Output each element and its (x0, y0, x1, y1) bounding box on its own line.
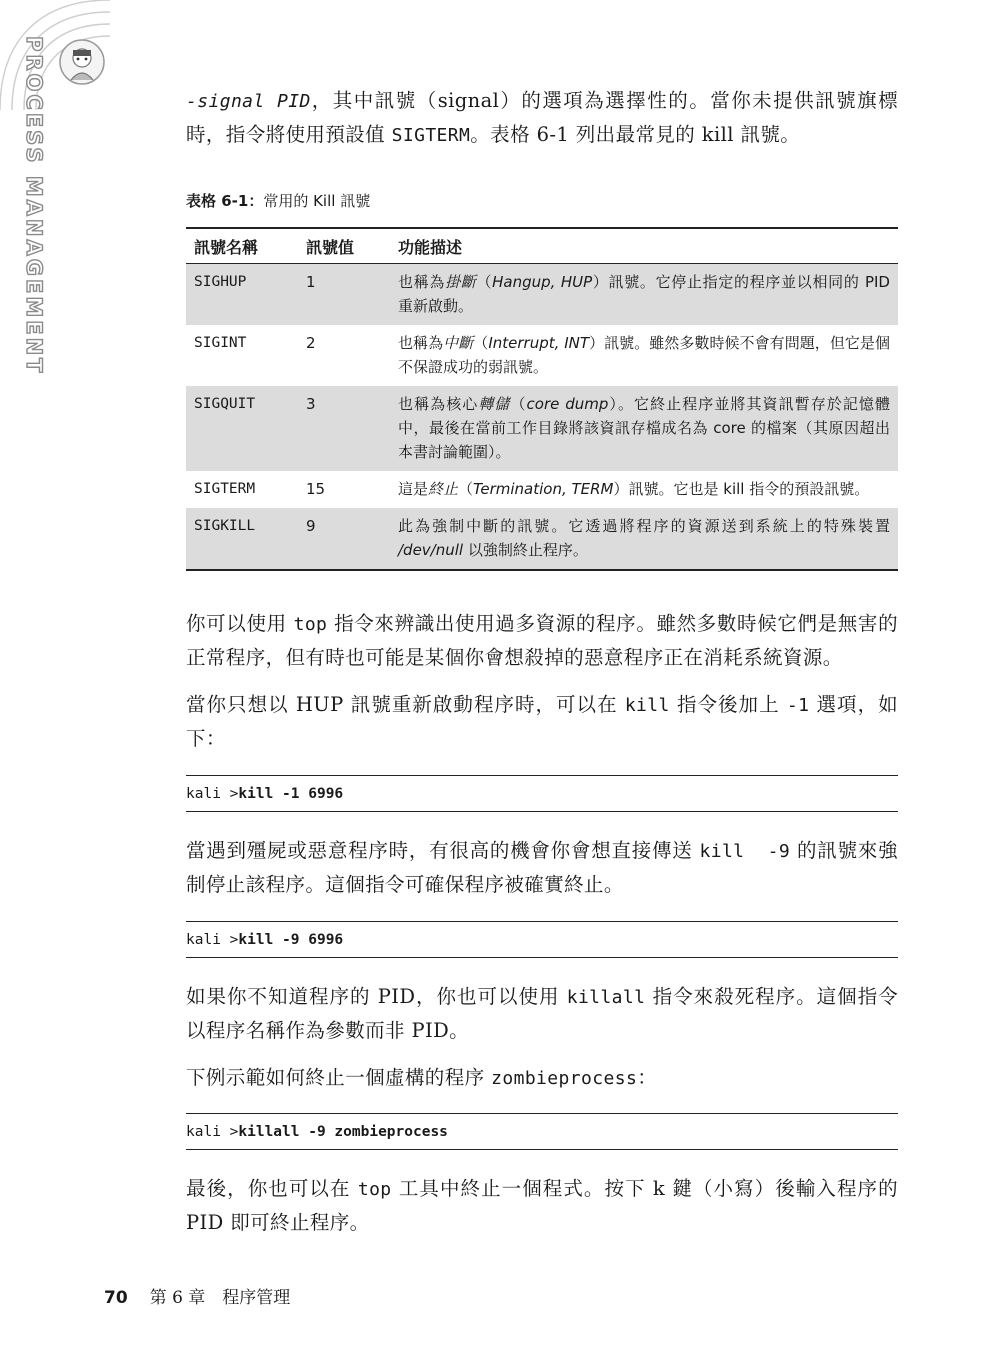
header-description: 功能描述 (390, 228, 898, 264)
code-block (186, 921, 898, 958)
code-command: killall -9 zombieprocess (238, 1124, 448, 1140)
code-block (186, 1113, 898, 1150)
signal-value: 15 (306, 480, 326, 498)
table-row (186, 325, 898, 386)
table-row (186, 386, 898, 471)
killall-paragraph: 如果你不知道程序的 PID，你也可以使用 killall 指令來殺死程序。這個指令以程序名稱作為參數而非 PID。 (186, 985, 898, 1042)
intro-signal-pid: -signal PID (186, 91, 311, 112)
hup-paragraph: 當你只想以 HUP 訊號重新啟動程序時，可以在 kill 指令後加上 -1 選項，如下： (186, 693, 898, 750)
signal-description: 這是終止（Termination, TERM）訊號。它也是 kill 指令的預設訊號。 (398, 480, 870, 498)
intro-sigterm-code: SIGTERM (391, 125, 471, 146)
chapter-title: 第 6 章 程序管理 (149, 1288, 291, 1308)
code-prompt: kali > (186, 932, 239, 948)
signal-value: 1 (298, 264, 390, 326)
code-command: kill -1 6996 (238, 786, 344, 802)
table-row (186, 264, 898, 326)
example-paragraph: 下例示範如何終止一個虛構的程序 zombieprocess： (186, 1066, 658, 1089)
last-paragraph: 最後，你也可以在 top 工具中終止一個程式。按下 k 鍵（小寫）後輸入程序的 PID 即可終止程序。 (186, 1177, 898, 1234)
signal-description: 也稱為核心轉儲（core dump）。它終止程序並將其資訊暫存於記憶體中，最後在當前工作目錄將該資訊存檔成名為 core 的檔案（其原因超出本書討論範圍）。 (390, 386, 898, 471)
inline-code-zombieprocess: zombieprocess (491, 1068, 638, 1089)
signal-name: SIGTERM (194, 481, 256, 497)
signal-name: SIGKILL (186, 508, 298, 570)
kill-signals-table (186, 227, 898, 571)
table-row (186, 508, 898, 570)
inline-code-option: -1 (786, 695, 810, 716)
signal-name: SIGQUIT (186, 386, 298, 471)
code-prompt: kali > (186, 786, 239, 802)
inline-code-kill-9: kill -9 (699, 841, 791, 862)
mascot-icon (58, 38, 106, 86)
signal-value: 2 (306, 334, 316, 352)
signal-description: 也稱為中斷（Interrupt, INT）訊號。雖然多數時候不會有問題，但它是個不保證成功的弱訊號。 (398, 334, 890, 376)
header-signal-name: 訊號名稱 (186, 228, 298, 264)
signal-name: SIGHUP (186, 264, 298, 326)
signal-value: 3 (298, 386, 390, 471)
zombie-paragraph: 當遇到殭屍或惡意程序時，有很高的機會你會想直接傳送 kill -9 的訊號來強制停止該程序。這個指令可確保程序被確實終止。 (186, 839, 898, 896)
top-paragraph: 你可以使用 top 指令來辨識出使用過多資源的程序。雖然多數時候它們是無害的正常程序，但有時也可能是某個你會想殺掉的惡意程序正在消耗系統資源。 (186, 612, 898, 669)
code-block (186, 775, 898, 812)
table-header-row (186, 228, 898, 264)
page-footer (104, 1283, 290, 1308)
inline-code-kill: kill (624, 695, 670, 716)
page-content (186, 84, 898, 1239)
side-running-header: PROCESS MANAGEMENT (22, 36, 46, 376)
table-row (186, 471, 898, 508)
code-command: kill -9 6996 (238, 932, 344, 948)
intro-paragraph: -signal PID，其中訊號（signal）的選項為選擇性的。當你未提供訊號旗標時，指令將使用預設值 SIGTERM。表格 6-1 列出最常見的 kill 訊號。 (186, 89, 898, 146)
page-number: 70 (104, 1288, 128, 1308)
signal-description: 也稱為掛斷（Hangup, HUP）訊號。它停止指定的程序並以相同的 PID 重新啟動。 (390, 264, 898, 326)
code-prompt: kali > (186, 1124, 239, 1140)
table-caption: 表格 6-1：常用的 Kill 訊號 (186, 192, 371, 210)
inline-code-top-tool: top (357, 1179, 392, 1200)
signal-name: SIGINT (194, 335, 247, 351)
signal-value: 9 (298, 508, 390, 570)
signal-description: 此為強制中斷的訊號。它透過將程序的資源送到系統上的特殊裝置 /dev/null 以強制終止程序。 (390, 508, 898, 570)
inline-code-top: top (293, 614, 328, 635)
header-signal-value: 訊號值 (298, 228, 390, 264)
inline-code-killall: killall (566, 987, 646, 1008)
